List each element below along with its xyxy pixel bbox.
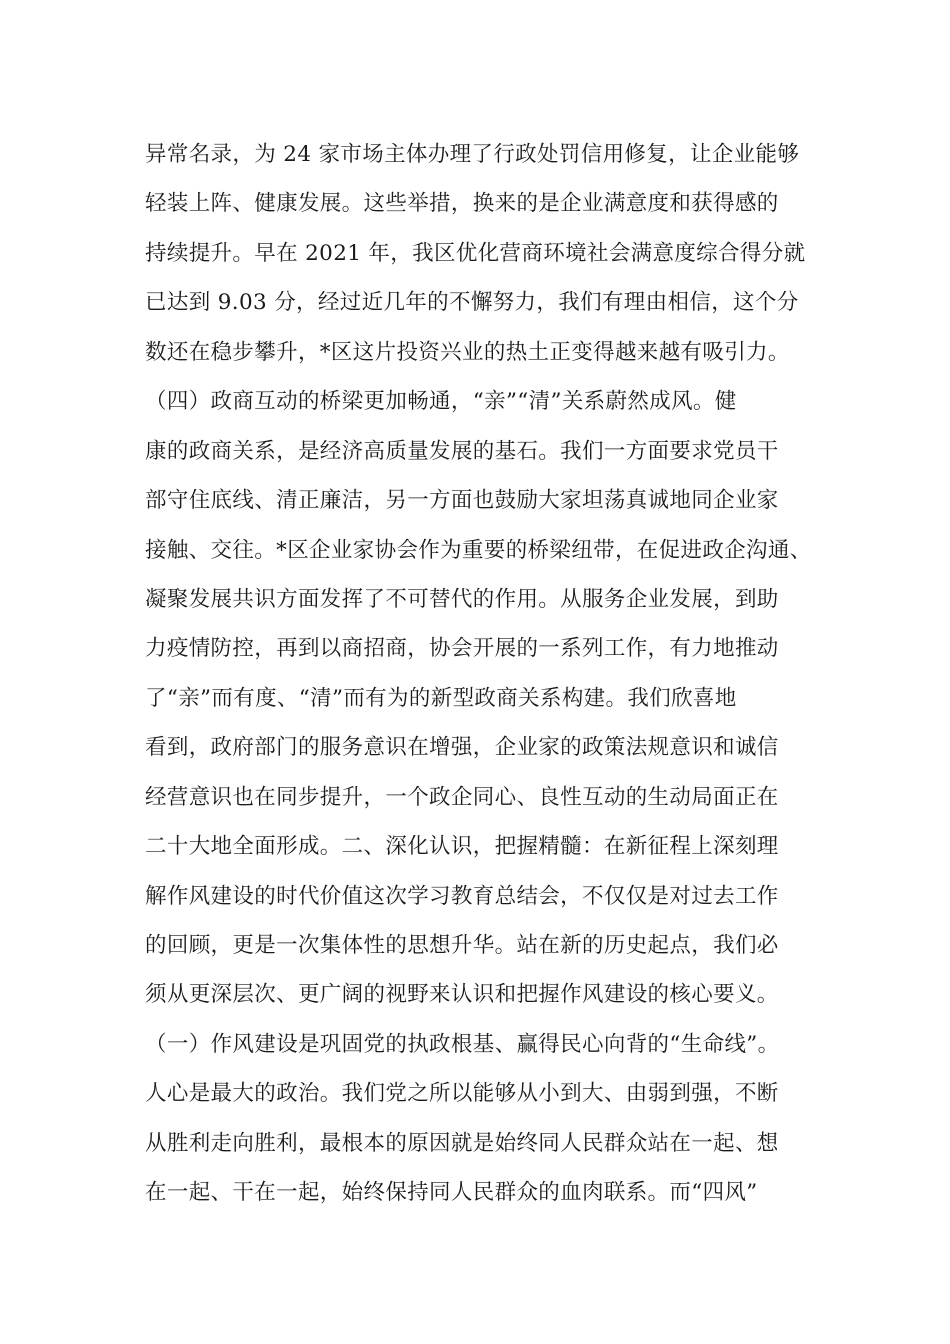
section-heading-line: （四）政商互动的桥梁更加畅通，“亲”“清”关系蔚然成风。健	[145, 389, 737, 415]
text-line: 解作风建设的时代价值这次学习教育总结会，不仅仅是对过去工作	[145, 883, 779, 909]
text-line: 凝聚发展共识方面发挥了不可替代的作用。从服务企业发展，到助	[145, 586, 779, 612]
text-line: 康的政商关系，是经济高质量发展的基石。我们一方面要求党员干	[145, 438, 779, 464]
text-line: 已达到 9.03 分，经过近几年的不懈努力，我们有理由相信，这个分	[145, 290, 799, 316]
text-line: 在一起、干在一起，始终保持同人民群众的血肉联系。而“四风”	[145, 1180, 758, 1206]
text-line: 人心是最大的政治。我们党之所以能够从小到大、由弱到强，不断	[145, 1081, 779, 1107]
text-line: 接触、交往。*区企业家协会作为重要的桥梁纽带，在促进政企沟通、	[145, 537, 812, 563]
text-line: 轻装上阵、健康发展。这些举措，换来的是企业满意度和获得感的	[145, 191, 779, 217]
body-text	[145, 130, 825, 1218]
text-line: 异常名录，为 24 家市场主体办理了行政处罚信用修复，让企业能够	[145, 142, 800, 167]
text-line: 从胜利走向胜利，最根本的原因就是始终同人民群众站在一起、想	[145, 1130, 779, 1156]
text-line: 数还在稳步攀升，*区这片投资兴业的热土正变得越来越有吸引力。	[145, 339, 790, 365]
text-line: 经营意识也在同步提升，一个政企同心、良性互动的生动局面正在	[145, 784, 779, 810]
text-line: 部守住底线、清正廉洁，另一方面也鼓励大家坦荡真诚地同企业家	[145, 488, 779, 514]
text-line: 力疫情防控，再到以商招商，协会开展的一系列工作，有力地推动	[145, 636, 779, 662]
text-line: 的回顾，更是一次集体性的思想升华。站在新的历史起点，我们必	[145, 933, 779, 958]
text-line: 二十大地全面形成。二、深化认识，把握精髓：在新征程上深刻理	[145, 834, 779, 860]
text-line: 了“亲”而有度、“清”而有为的新型政商关系构建。我们欣喜地	[145, 685, 737, 711]
text-line: 看到，政府部门的服务意识在增强，企业家的政策法规意识和诚信	[145, 735, 779, 761]
text-line: 须从更深层次、更广阔的视野来认识和把握作风建设的核心要义。	[145, 982, 779, 1008]
section-heading-line: （一）作风建设是巩固党的执政根基、赢得民心向背的“生命线”。	[145, 1031, 780, 1057]
text-line: 持续提升。早在 2021 年，我区优化营商环境社会满意度综合得分就	[145, 240, 806, 266]
